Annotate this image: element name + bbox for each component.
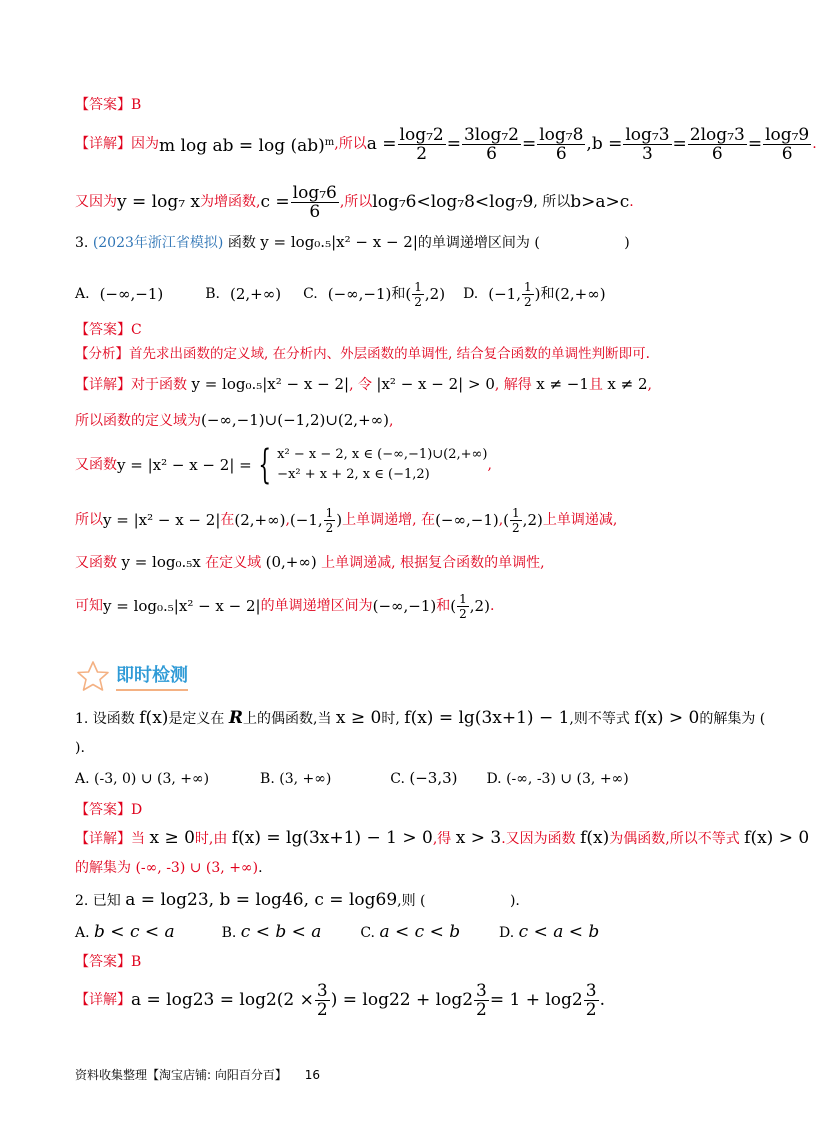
q-source: (2023年浙江省模拟)	[92, 235, 224, 251]
option-d: (−1,	[488, 285, 521, 303]
p1-detail	[75, 828, 810, 849]
answer-label: 【答案】B	[75, 97, 142, 113]
text: 函数	[227, 235, 256, 251]
math-c: c =	[260, 192, 290, 212]
math: (2,+∞)	[554, 285, 606, 303]
option-a: b < c < a	[94, 922, 175, 942]
option-c-label: C.	[390, 771, 405, 787]
q3-answer	[75, 320, 730, 340]
p2-answer	[75, 952, 730, 972]
math: x ≠ −1	[536, 375, 589, 393]
detail-label: 【详解】	[75, 831, 131, 847]
period: .	[629, 194, 634, 210]
option-b-label: B.	[221, 925, 237, 941]
section-header	[76, 658, 188, 694]
option-a: (−∞,−1)	[99, 285, 164, 303]
page-footer	[75, 1066, 320, 1083]
math: x ≠ 2	[607, 375, 648, 393]
text: ,所以	[339, 194, 373, 210]
math: f(x) = lg(3x+1) − 1 > 0	[231, 828, 433, 848]
fraction: $\frac{1}{2}$	[414, 279, 422, 309]
detail-label: 【详解】	[75, 136, 131, 152]
option-a: A. (-3, 0) ∪ (3, +∞)	[75, 771, 210, 787]
detail-text: 因为	[131, 136, 159, 152]
p2-options	[75, 922, 730, 943]
text: ,则不等式	[569, 711, 630, 727]
q3-detail-5	[75, 552, 730, 573]
math-eq: m log ab = log (ab)$^m$	[159, 135, 335, 156]
fraction: $\frac{1}{2}$	[512, 505, 520, 535]
math: f(x) = lg(3x+1) − 1	[404, 708, 570, 728]
text: ).	[509, 893, 520, 909]
text: , 令	[349, 377, 372, 393]
detail-line-2	[75, 182, 730, 222]
text: 是定义在	[168, 711, 225, 727]
text: 2. 已知	[75, 893, 121, 909]
text: ).	[75, 740, 85, 756]
case-1: x² − x − 2, x ∈ (−∞,−1)∪(2,+∞)	[277, 447, 488, 462]
detail-label: 【详解】	[75, 992, 131, 1008]
text: 的单调递增区间为	[260, 598, 373, 614]
q3-detail-1	[75, 374, 730, 395]
q3-stem	[75, 232, 730, 253]
fraction: $\frac{\text{log₇2}}{2}$	[399, 124, 444, 164]
math: y = log₀.₅|x² − x − 2|	[103, 597, 261, 615]
text: 又因为	[75, 194, 117, 210]
q3-detail-3	[75, 440, 730, 490]
text: 可知	[75, 598, 103, 614]
fraction: $\frac{1}{2}$	[523, 279, 532, 309]
fraction: $\frac{3}{2}$	[585, 980, 597, 1020]
text: ,所以	[334, 136, 367, 152]
text: 上的偶函数,当	[243, 711, 332, 727]
q3-detail-2	[75, 410, 730, 431]
option-c: a < c < b	[379, 922, 461, 942]
answer-label: 【答案】B	[75, 954, 142, 970]
text: 在	[220, 512, 235, 528]
q3-detail-6: 可知 y = log₀.₅|x² − x − 2| 的单调递增区间为 (−∞,−1) 和 ( $\frac{1}{2}$ ,2) .	[75, 591, 495, 621]
fraction: $\frac{\text{log₇6}}{6}$	[292, 182, 337, 222]
math: x ≥ 0	[335, 708, 382, 728]
fraction: $\frac{1}{2}$	[459, 591, 467, 621]
answer-label: 【答案】D	[75, 802, 143, 818]
text: 当	[131, 831, 145, 847]
math: y = log₀.₅x	[121, 553, 201, 571]
option-d: c < a < b	[518, 922, 600, 942]
math-func: y = log₀.₅|x² − x − 2|	[260, 233, 418, 251]
text: ,得	[432, 831, 452, 847]
text: 在定义域	[205, 555, 262, 571]
math: y = log₀.₅|x² − x − 2|	[191, 375, 350, 393]
text: 又函数	[75, 555, 117, 571]
period: .	[812, 136, 817, 152]
math: (2,+∞)	[234, 511, 286, 529]
math-R: R	[228, 708, 244, 728]
piecewise	[277, 445, 487, 485]
text: ,	[285, 512, 290, 528]
text: 所以函数的定义域为	[75, 413, 201, 429]
text: 上单调递减,	[542, 512, 618, 528]
fraction: $\frac{1}{2}$	[325, 505, 334, 535]
page-number: 16	[304, 1068, 320, 1082]
option-c-label: C.	[360, 925, 376, 941]
option-c: (−∞,−1)	[327, 285, 392, 303]
option-c-label: C.	[303, 286, 318, 302]
math: f(x) > 0	[744, 828, 810, 848]
fraction: $\frac{\text{log₇9}}{6}$	[765, 124, 810, 164]
text: 又函数	[75, 457, 117, 473]
text: 时,由	[194, 831, 228, 847]
math: f(x)	[580, 828, 610, 848]
text: 时,	[381, 711, 400, 727]
p2-stem	[75, 890, 730, 911]
q3-detail-4: 所以 y = |x² − x − 2| 在 (2,+∞) , (−1, $\frac{1}{2}$ ) 上单调递增, 在 (−∞,−1) , ( $\frac{1}{2}$ ,2) 上单调递减,	[75, 505, 618, 535]
brace: {	[258, 442, 271, 488]
option-b: c < b < a	[240, 922, 322, 942]
text: ,	[647, 377, 652, 393]
text: 的解集为 (	[699, 711, 766, 727]
math: a = log23 = log2(2 ×	[131, 990, 314, 1010]
text: , 解得	[494, 377, 532, 393]
text: .又因为函数	[501, 831, 576, 847]
option-d: D. (-∞, -3) ∪ (3, +∞)	[486, 771, 629, 787]
text: ,则 (	[397, 893, 426, 909]
option-a-label: A.	[75, 286, 90, 302]
p1-options	[75, 768, 730, 789]
detail-line: 【详解】 因为 m log ab = log (ab)$^m$ ,所以 a = $\frac{\text{log₇2}}{2}$ = $\frac{\text{3log₇2}}{6}$ = $\frac{\text{log₇8}}{6}$ ,b = $\frac{\text{log₇3}}{3}$ = $\frac{\text{2log₇3}}{6}$ = $\frac{\text{log₇9}}{6}$ .	[75, 124, 817, 164]
fraction: $\frac{\text{log₇3}}{3}$	[625, 124, 670, 164]
math: = 1 + log2	[489, 990, 583, 1010]
text: 且	[588, 377, 603, 393]
math: y = |x² − x − 2|	[103, 511, 221, 529]
text: 所以	[75, 512, 103, 528]
answer-label: 【答案】C	[75, 322, 142, 338]
case-2: −x² + x + 2, x ∈ (−1,2)	[277, 467, 430, 482]
option-c: (−3,3)	[409, 769, 458, 787]
period: .	[599, 990, 605, 1010]
text: )	[624, 235, 630, 251]
text: 1. 设函数	[75, 711, 135, 727]
math-a: a =	[366, 134, 397, 154]
text: ,	[389, 413, 394, 429]
math: (0,+∞)	[265, 553, 317, 571]
text: ,	[498, 512, 504, 528]
analysis-text: 【分析】首先求出函数的定义域, 在分析内、外层函数的单调性, 结合复合函数的单调性判断即可.	[75, 346, 650, 362]
option-d-label: D.	[499, 925, 515, 941]
fraction: $\frac{\text{3log₇2}}{6}$	[463, 124, 519, 164]
math-y: y = log₇ x	[117, 192, 201, 212]
p1-answer	[75, 800, 730, 820]
math: (−∞,−1)	[372, 597, 437, 615]
q3-analysis	[75, 344, 730, 364]
text: 和	[540, 286, 555, 302]
math: |x² − x − 2| > 0	[376, 375, 495, 393]
period: .	[258, 860, 263, 876]
option-d-label: D.	[463, 286, 479, 302]
p2-detail	[75, 978, 730, 1022]
math: x > 3	[455, 828, 502, 848]
section-title: 即时检测	[116, 661, 188, 691]
p1-stem	[75, 708, 766, 729]
option-b: (2,+∞)	[229, 285, 282, 303]
math: ) = log22 + log2	[330, 990, 474, 1010]
fraction: $\frac{\text{log₇8}}{6}$	[539, 124, 584, 164]
option-b: B. (3, +∞)	[260, 771, 332, 787]
text: 的解集为 (-∞, -3) ∪ (3, +∞)	[75, 860, 259, 876]
math: f(x)	[139, 708, 169, 728]
math-ineq: log₇6<log₇8<log₇9	[372, 192, 534, 212]
math: (−∞,−1)	[435, 511, 499, 529]
option-b-label: B.	[205, 286, 220, 302]
math-result: b>a>c	[570, 192, 630, 212]
text: , 所以	[533, 194, 571, 210]
fraction: $\frac{3}{2}$	[476, 980, 487, 1020]
math: x ≥ 0	[149, 828, 195, 848]
q3-options: A. (−∞,−1) B. (2,+∞) C. (−∞,−1) 和 ( $\frac{1}{2}$ ,2) D. (−1, $\frac{1}{2}$ ) 和 (2,+∞)	[75, 279, 606, 309]
text: 为增函数,	[200, 194, 261, 210]
answer-line	[75, 95, 730, 115]
text: ,	[487, 457, 492, 473]
math: y = |x² − x − 2| =	[117, 456, 252, 474]
text: 和	[436, 598, 451, 614]
text: 的单调递增区间为 (	[417, 235, 540, 251]
math: (−∞,−1)∪(−1,2)∪(2,+∞)	[201, 411, 389, 429]
q-number: 3.	[75, 235, 89, 251]
fraction: $\frac{\text{2log₇3}}{6}$	[689, 124, 745, 164]
text: 上单调递减, 根据复合函数的单调性,	[321, 555, 545, 571]
text: 对于函数	[131, 377, 187, 393]
fraction: $\frac{3}{2}$	[316, 980, 328, 1020]
footer-text: 资料收集整理【淘宝店铺: 向阳百分百】	[75, 1068, 287, 1082]
math: a = log23, b = log46, c = log69	[125, 890, 398, 910]
text: 为偶函数,所以不等式	[609, 831, 740, 847]
math: f(x) > 0	[634, 708, 700, 728]
text: 上单调递增, 在	[342, 512, 436, 528]
option-a-label: A.	[75, 925, 90, 941]
period: .	[489, 598, 495, 614]
p1-stem-2	[75, 738, 730, 758]
math-b: ,b =	[586, 134, 623, 154]
star-icon	[76, 660, 110, 692]
detail-label: 【详解】	[75, 377, 131, 393]
p1-detail-2	[75, 858, 730, 878]
text: 和	[391, 286, 406, 302]
